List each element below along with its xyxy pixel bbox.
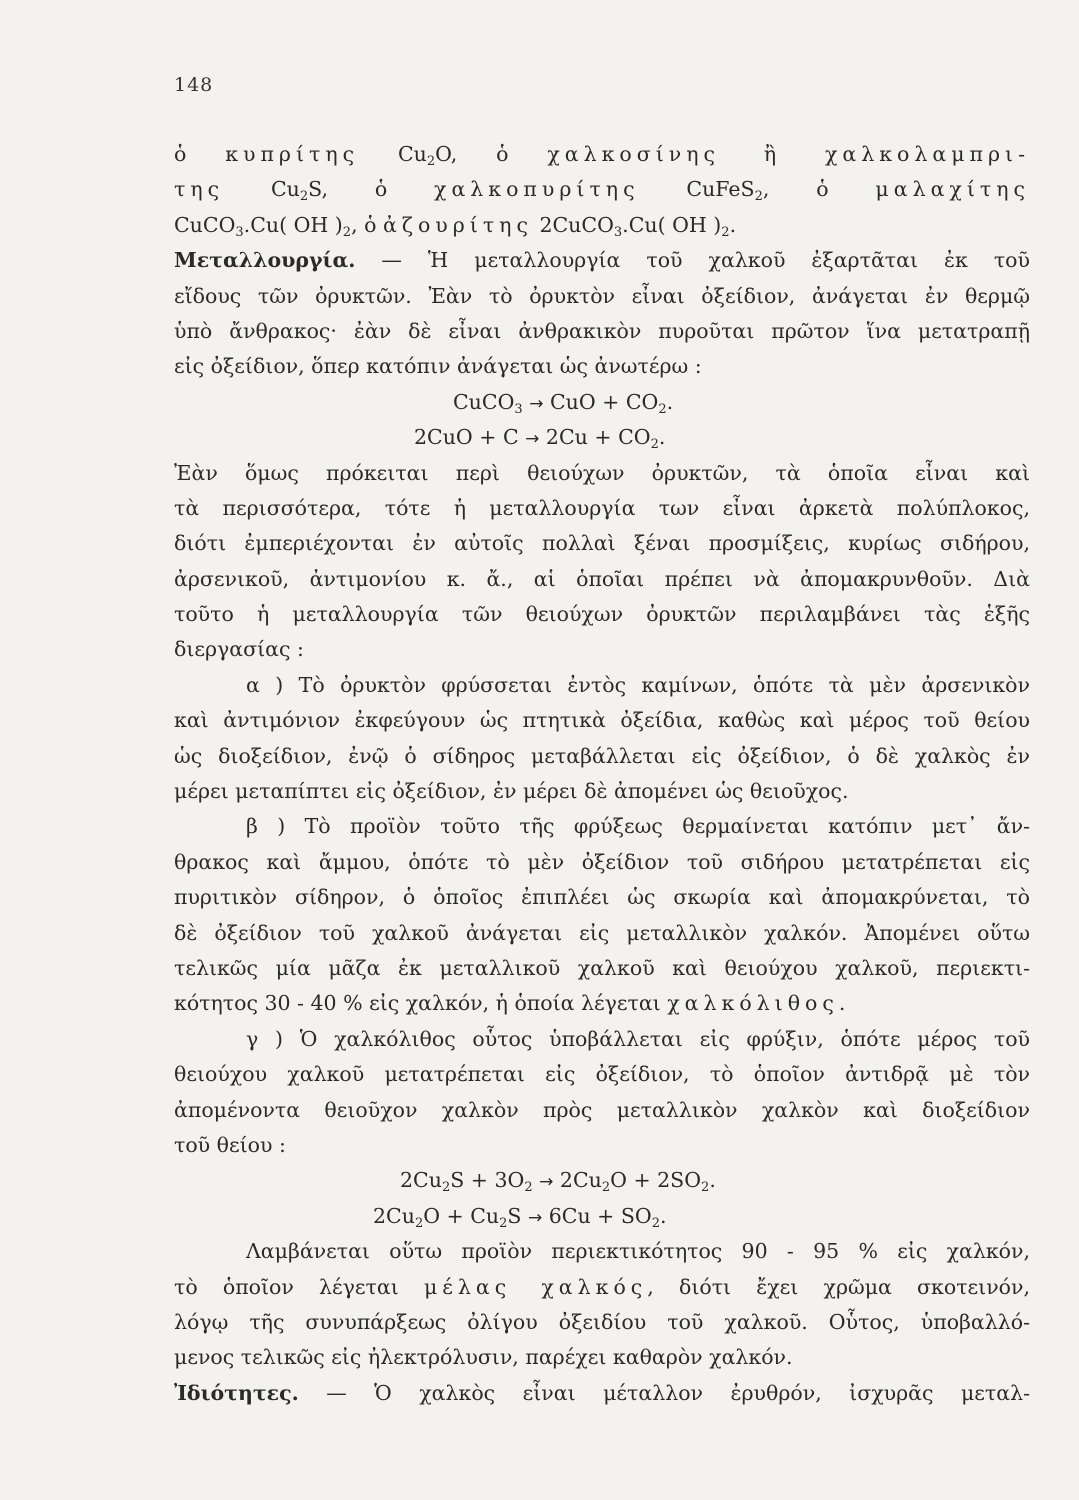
text-run: Ἐὰν ὅμως πρόκειται περὶ θειούχων ὀρυκτῶν, τὰ ὁποῖα εἶναι καὶ [174, 460, 1030, 485]
subscript: 2 [426, 154, 436, 169]
text-run: θειούχου χαλκοῦ μετατρέπεται εἰς ὀξείδιον, τὸ ὁποῖον ἀντιδρᾷ μὲ τὸν [174, 1062, 1030, 1087]
arrow: → [527, 1207, 543, 1228]
text-run: μέρει μεταπίπτει εἰς ὀξείδιον, ἐν μέρει δὲ ἀπομένει ὡς θειοῦχος. [174, 779, 849, 804]
text-run: S + 3O [450, 1168, 525, 1193]
text-run: CuCO [174, 212, 236, 237]
text-run: 2Cu [553, 1168, 602, 1193]
text-run: χαλκόλιθος [667, 991, 839, 1016]
bold-term: Μεταλλουργία. [174, 248, 356, 273]
text-run: τοῦτο ἡ μεταλλουργία τῶν θειούχων ὀρυκτῶν περιλαμβάνει τὰς ἑξῆς [174, 602, 1030, 627]
text-line [174, 491, 1030, 526]
text-line [174, 526, 1030, 561]
text-run: Cu [359, 142, 427, 166]
text-run: CuO + CO [543, 389, 659, 414]
text-run: β ) Τὸ προϊὸν τοῦτο τῆς φρύξεως θερμαίνεται κατόπιν μετ᾽ ἄν- [246, 814, 1030, 839]
arrow: → [525, 429, 540, 450]
text-run: μέλας χαλκός [423, 1274, 648, 1299]
text-line [174, 208, 1030, 243]
equation-line [174, 1199, 1030, 1234]
text-line [174, 137, 1030, 172]
text-line [174, 986, 1030, 1021]
text-line [174, 1057, 1030, 1092]
subscript: 2 [721, 224, 730, 240]
subscript: 2 [414, 1215, 424, 1231]
text-run: Λαμβάνεται οὕτω προϊὸν περιεκτικότητος 90 - 95 % εἰς χαλκόν, [246, 1239, 1030, 1264]
subscript: 2 [601, 1180, 611, 1196]
text-run: O + Cu [423, 1203, 500, 1228]
subscript: 3 [235, 224, 244, 240]
text-run: S, ὁ [308, 177, 435, 202]
text-run: ὁ [174, 142, 226, 166]
subscript: 2 [524, 1180, 533, 1196]
text-line [174, 1376, 1030, 1411]
text-line [174, 314, 1030, 349]
text-run: ὡς διοξείδιον, ἐνῷ ὁ σίδηρος μεταβάλλεται εἰς ὀξείδιον, ὁ δὲ χαλκὸς ἐν [174, 743, 1030, 768]
text-run: χαλκοσίνης ἢ χαλκολαμπρι- [547, 142, 1031, 166]
text-line [174, 809, 1030, 844]
text-line [174, 703, 1030, 738]
text-line [174, 172, 1030, 207]
text-run: 2CuO + C [414, 425, 526, 450]
text-run: , ὁ [351, 212, 383, 237]
text-line [174, 1093, 1030, 1128]
subscript: 2 [299, 189, 309, 205]
text-run: . [658, 425, 666, 450]
text-line [174, 597, 1030, 632]
text-run: μενος τελικῶς εἰς ἠλεκτρόλυσιν, παρέχει καθαρὸν χαλκόν. [174, 1345, 793, 1370]
text-run: — Ἡ μεταλλουργία τοῦ χαλκοῦ ἐξαρτᾶται ἐκ τοῦ [355, 248, 1030, 273]
text-run: 2Cu [373, 1203, 415, 1228]
subscript: 2 [441, 1180, 451, 1196]
subscript: 3 [613, 224, 623, 240]
text-run: , ὁ [762, 177, 876, 202]
subscript: 2 [650, 437, 659, 453]
text-run: . [838, 991, 846, 1016]
text-line [174, 562, 1030, 597]
text-run: 2Cu [400, 1168, 442, 1193]
subscript: 2 [754, 189, 763, 205]
text-run: γ ) Ὁ χαλκόλιθος οὗτος ὑποβάλλεται εἰς φρύξιν, ὁπότε μέρος τοῦ [246, 1026, 1030, 1051]
text-run: πυριτικὸν σίδηρον, ὁ ὁποῖος ἐπιπλέει ὡς σκωρία καὶ ἀπομακρύνεται, τὸ [174, 885, 1030, 910]
text-line [174, 1305, 1030, 1340]
arrow: → [529, 393, 544, 414]
text-run: . [666, 389, 674, 414]
arrow: → [539, 1172, 554, 1193]
text-run: λόγῳ τῆς συνυπάρξεως ὀλίγου ὀξειδίου τοῦ χαλκοῦ. Οὗτος, ὑποβαλλό- [174, 1309, 1030, 1334]
text-run: εἴδους τῶν ὀρυκτῶν. Ἐὰν τὸ ὀρυκτὸν εἶναι ὀξείδιον, ἀνάγεται ἐν θερμῷ [174, 283, 1030, 308]
text-run: ἀζουρίτης [382, 212, 533, 237]
text-run: .Cu( OH ) [243, 212, 343, 237]
text-run: κυπρίτης [225, 142, 360, 166]
text-line [174, 1128, 1030, 1163]
text-run: τὸ ὁποῖον λέγεται [174, 1274, 424, 1299]
text-run: CuCO [453, 389, 515, 414]
text-line [174, 951, 1030, 986]
text-line [174, 243, 1030, 278]
text-run: O + 2SO [610, 1168, 702, 1193]
text-run: 2Cu + CO [539, 425, 651, 450]
text-run: .Cu( OH ) [622, 212, 722, 237]
text-run: CuFeS [639, 177, 755, 202]
bold-term: Ἰδιότητες. [174, 1380, 299, 1405]
text-line [174, 880, 1030, 915]
text-line [174, 774, 1030, 809]
text-line [174, 739, 1030, 774]
text-run: χαλκοπυρίτης [434, 177, 640, 202]
subscript: 2 [701, 1180, 710, 1196]
text-run: . [660, 1203, 667, 1228]
text-run: O, ὁ [435, 142, 548, 166]
text-line [174, 668, 1030, 703]
text-line [174, 456, 1030, 491]
text-line [174, 632, 1030, 667]
subscript: 3 [514, 401, 523, 417]
text-run: δὲ ὀξείδιον τοῦ χαλκοῦ ἀνάγεται εἰς μεταλλικὸν χαλκόν. Ἀπομένει οὕτω [174, 920, 1030, 945]
text-run: ἀρσενικοῦ, ἀντιμονίου κ. ἄ., αἱ ὁποῖαι πρέπει νὰ ἀπομακρυνθοῦν. Διὰ [174, 566, 1030, 591]
text-run: Cu [224, 177, 300, 202]
text-run: της [174, 177, 225, 202]
text-line [174, 1340, 1030, 1375]
text-run: καὶ ἀντιμόνιον ἐκφεύγουν ὡς πτητικὰ ὀξείδια, καθὼς καὶ μέρος τοῦ θείου [174, 708, 1030, 733]
subscript: 2 [342, 224, 352, 240]
text-run: μαλαχίτης [875, 177, 1030, 202]
text-run: α ) Τὸ ὀρυκτὸν φρύσσεται ἐντὸς καμίνων, ὁπότε τὰ μὲν ἀρσενικὸν [246, 672, 1030, 697]
text-run: S [507, 1203, 528, 1228]
text-line [174, 916, 1030, 951]
text-run: , διότι ἔχει χρῶμα σκοτεινόν, [647, 1274, 1030, 1299]
body-text [174, 137, 1030, 1411]
equation-line [174, 385, 1030, 420]
subscript: 2 [658, 401, 667, 417]
subscript: 2 [499, 1215, 508, 1231]
text-run: θρακος καὶ ἄμμου, ὁπότε τὸ μὲν ὀξείδιον τοῦ σιδήρου μετατρέπεται εἰς [174, 849, 1030, 874]
equation-line [174, 1163, 1030, 1198]
text-line [174, 349, 1030, 384]
text-run: — Ὁ χαλκὸς εἶναι μέταλλον ἐρυθρόν, ἰσχυρᾶς μεταλ- [298, 1380, 1030, 1405]
text-run: . [709, 1168, 716, 1193]
text-line [174, 1234, 1030, 1269]
text-run: . [729, 212, 737, 237]
text-run: διότι ἐμπεριέχονται ἐν αὐτοῖς πολλαὶ ξέναι προσμίξεις, κυρίως σιδήρου, [174, 531, 1030, 556]
text-run: τοῦ θείου : [174, 1132, 286, 1157]
text-run: ἀπομένοντα θειοῦχον χαλκὸν πρὸς μεταλλικὸν χαλκὸν καὶ διοξείδιον [174, 1097, 1030, 1122]
text-run: τελικῶς μία μᾶζα ἐκ μεταλλικοῦ χαλκοῦ καὶ θειούχου χαλκοῦ, περιεκτι- [174, 955, 1030, 980]
text-line [174, 279, 1030, 314]
text-line [174, 1270, 1030, 1305]
text-run: εἰς ὀξείδιον, ὅπερ κατόπιν ἀνάγεται ὡς ἀνωτέρω : [174, 354, 702, 379]
text-run: 2CuCO [532, 212, 614, 237]
text-run: τὰ περισσότερα, τότε ἡ μεταλλουργία των εἶναι ἀρκετὰ πολύπλοκος, [174, 495, 1030, 520]
text-line [174, 1022, 1030, 1057]
page-number: 148 [174, 74, 214, 96]
equation-line [174, 420, 1030, 455]
text-line [174, 845, 1030, 880]
text-run: διεργασίας : [174, 637, 304, 662]
text-run: 6Cu + SO [542, 1203, 652, 1228]
subscript: 2 [651, 1215, 661, 1231]
text-run: κότητος 30 - 40 % εἰς χαλκόν, ἡ ὁποία λέγεται [174, 991, 668, 1016]
text-run: ὑπὸ ἄνθρακος· ἐὰν δὲ εἶναι ἀνθρακικὸν πυροῦται πρῶτον ἵνα μετατραπῇ [174, 318, 1030, 343]
